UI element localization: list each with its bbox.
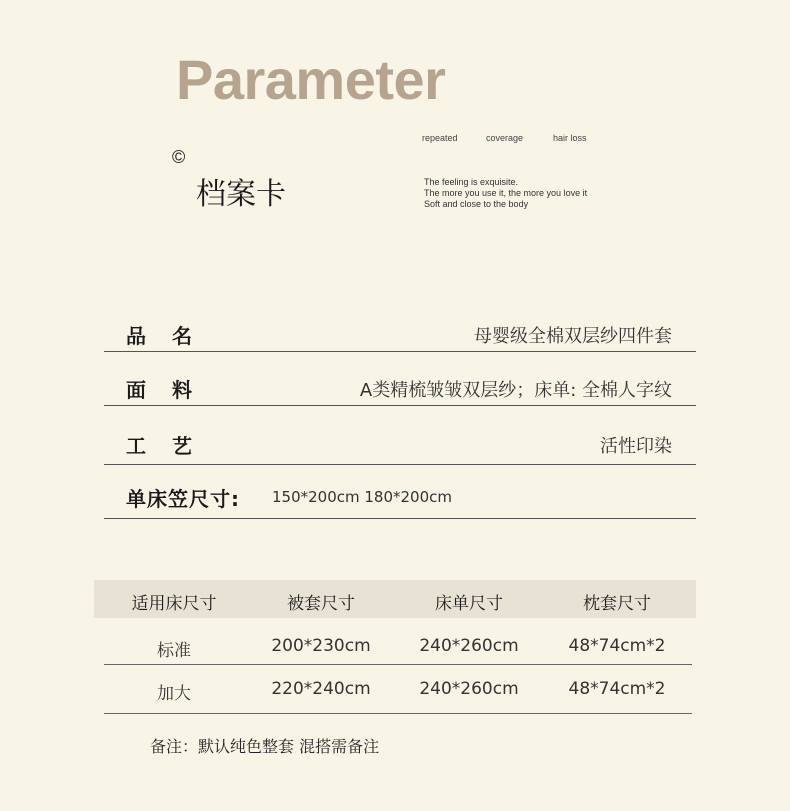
table-cell: 标准 — [157, 641, 191, 661]
param-row-product-name — [104, 320, 696, 352]
table-row — [104, 671, 692, 714]
table-header-sheet-size: 床单尺寸 — [435, 594, 503, 614]
param-value: 母婴级全棉双层纱四件套 — [474, 326, 672, 347]
param-label: 品名 — [126, 324, 218, 348]
table-header-bed-size: 适用床尺寸 — [131, 594, 217, 614]
param-value: 活性印染 — [600, 436, 672, 457]
table-cell: 240*260cm — [419, 679, 519, 699]
param-value: A类精梳皱皱双层纱；床单: 全棉人字纹 — [359, 380, 672, 401]
tag-repeated: repeated — [422, 133, 458, 143]
tag-coverage: coverage — [486, 133, 524, 143]
table-cell: 加大 — [157, 684, 191, 704]
copyright-icon: © — [172, 147, 186, 167]
tagline — [424, 177, 587, 210]
param-label: 工艺 — [126, 434, 218, 458]
param-value: 150*200cm 180*200cm — [272, 488, 453, 506]
tagline-line-3: Soft and close to the body — [424, 199, 529, 209]
tagline-line-1: The feeling is exquisite. — [424, 177, 519, 187]
param-row-fabric — [104, 374, 696, 406]
table-header-duvet-size: 被套尺寸 — [287, 594, 355, 614]
param-row-fitted-sheet-size — [104, 483, 696, 519]
param-row-craft — [104, 430, 696, 465]
table-cell: 200*230cm — [271, 636, 371, 656]
table-row — [104, 628, 692, 665]
tag-list — [422, 133, 587, 143]
param-label: 面料 — [126, 378, 218, 402]
page-subtitle: 档案卡 — [196, 177, 286, 212]
table-cell: 48*74cm*2 — [568, 679, 666, 699]
tag-hair-loss: hair loss — [553, 133, 587, 143]
table-cell: 240*260cm — [419, 636, 519, 656]
size-table-header — [94, 580, 696, 618]
table-cell: 220*240cm — [271, 679, 371, 699]
tagline-line-2: The more you use it, the more you love it — [424, 188, 588, 198]
table-cell: 48*74cm*2 — [568, 636, 666, 656]
footnote: 备注：默认纯色整套 混搭需备注 — [150, 737, 380, 756]
param-label: 单床笠尺寸: — [126, 487, 240, 511]
table-header-pillowcase-size: 枕套尺寸 — [583, 594, 651, 614]
page-title: Parameter — [176, 48, 446, 111]
